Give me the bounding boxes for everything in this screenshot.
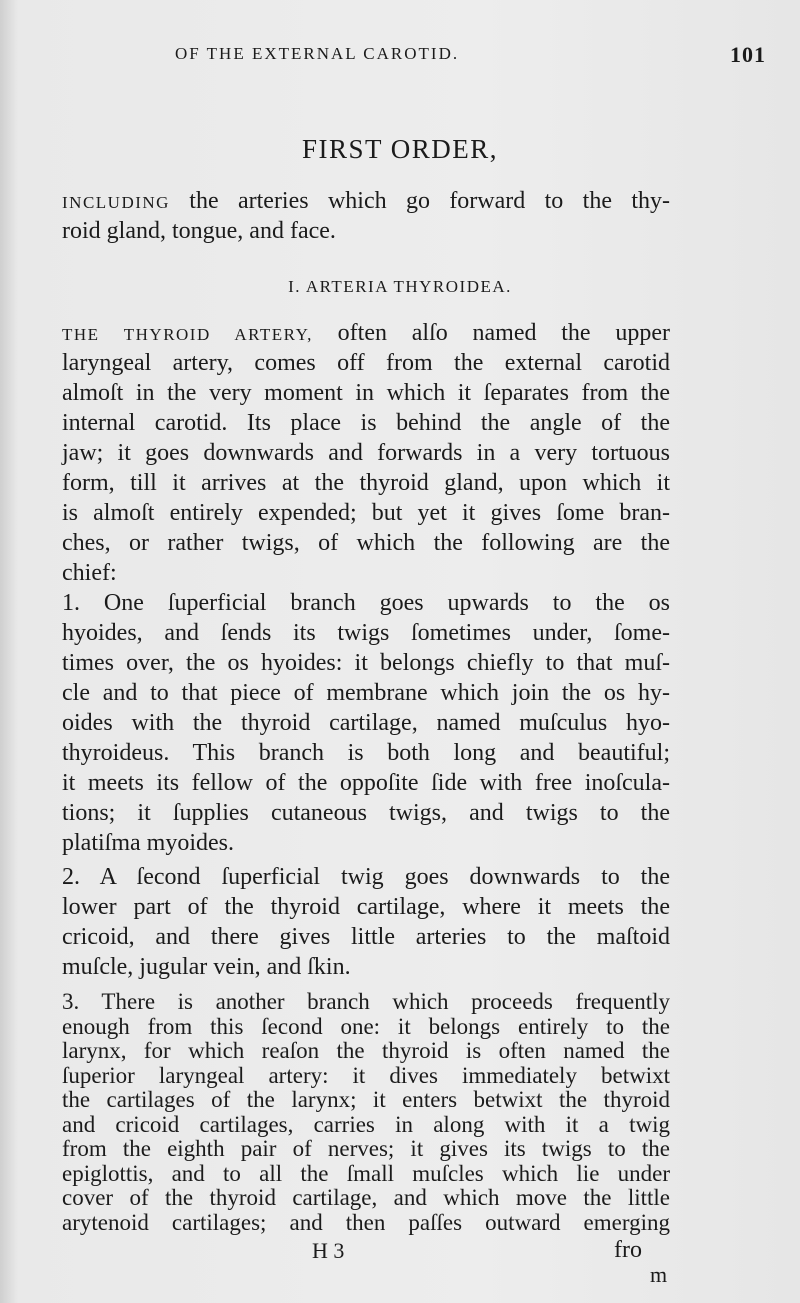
- text-line: internal carotid. Its place is behind the angle of the: [62, 410, 670, 436]
- section-heading: FIRST ORDER,: [301, 134, 499, 164]
- text-line: ches, or rather twigs, of which the following are the: [62, 530, 670, 556]
- text-line: the cartilages of the larynx; it enters betwixt the thyroid: [62, 1087, 670, 1112]
- text-line: times over, the os hyoides: it belongs chiefly to that muſ-: [62, 650, 670, 676]
- text-line: cle and to that piece of membrane which join the os hy-: [62, 680, 670, 706]
- text-line: thyroideus. This branch is both long and beautiful;: [62, 740, 670, 766]
- intro-line-1-rest: the arteries which go forward to the thy-: [169, 188, 670, 214]
- text-line: muſcle, jugular vein, and ſkin.: [62, 954, 351, 980]
- intro-line-2: roid gland, tongue, and face.: [62, 218, 336, 244]
- text-line: from the eighth pair of nerves; it gives its twigs to the: [62, 1136, 670, 1161]
- text-line: oides with the thyroid cartilage, named muſculus hyo-: [62, 710, 670, 736]
- text-line: arytenoid cartilages; and then paſſes outward emerging: [62, 1209, 670, 1235]
- text-line: almoſt in the very moment in which it ſeparates from the: [62, 380, 670, 406]
- text-line: jaw; it goes downwards and forwards in a very tortuous: [62, 440, 670, 466]
- para1-lead: THE THYROID ARTERY,: [62, 325, 313, 344]
- catchword-continuation: m: [650, 1262, 668, 1287]
- catchword: fro: [614, 1237, 642, 1263]
- text-line: form, till it arrives at the thyroid gland, upon which it: [62, 470, 670, 496]
- subheading: I. ARTERIA THYROIDEA.: [288, 277, 512, 296]
- para1-line-1-rest: often alſo named the upper: [312, 320, 670, 346]
- signature-mark: H 3: [312, 1238, 345, 1263]
- text-line: cricoid, and there gives little arteries to the maſtoid: [62, 924, 670, 950]
- intro-lead: INCLUDING: [62, 193, 170, 212]
- text-line: platiſma myoides.: [62, 830, 234, 856]
- text-line: larynx, for which reaſon the thyroid is often named the: [62, 1038, 670, 1063]
- text-line: tions; it ſupplies cutaneous twigs, and twigs to the: [62, 800, 670, 826]
- para1-line-1: [62, 318, 670, 350]
- text-line: 3. There is another branch which proceeds frequently: [62, 989, 670, 1014]
- text-line: 1. One ſuperficial branch goes upwards to the os: [62, 590, 670, 616]
- text-line: chief:: [62, 560, 117, 586]
- text-line: enough from this ſecond one: it belongs entirely to the: [62, 1013, 670, 1039]
- text-line: it meets its fellow of the oppoſite ſide with free inoſcula-: [62, 770, 670, 796]
- intro-line-1: [62, 186, 670, 218]
- text-line: cover of the thyroid cartilage, and which move the little: [62, 1185, 670, 1210]
- text-line: laryngeal artery, comes off from the external carotid: [62, 350, 670, 376]
- text-line: epiglottis, and to all the ſmall muſcles which lie under: [62, 1160, 670, 1186]
- text-line: hyoides, and ſends its twigs ſometimes under, ſome-: [62, 620, 670, 646]
- text-line: ſuperior laryngeal artery: it dives immediately betwixt: [62, 1062, 670, 1088]
- text-line: and cricoid cartilages, carries in along with it a twig: [62, 1111, 670, 1137]
- running-head: OF THE EXTERNAL CAROTID.: [175, 44, 460, 63]
- page-number: 101: [730, 42, 766, 67]
- text-line: 2. A ſecond ſuperficial twig goes downwards to the: [62, 864, 670, 890]
- text-line: is almoſt entirely expended; but yet it gives ſome bran-: [62, 500, 670, 526]
- text-line: lower part of the thyroid cartilage, where it meets the: [62, 894, 670, 920]
